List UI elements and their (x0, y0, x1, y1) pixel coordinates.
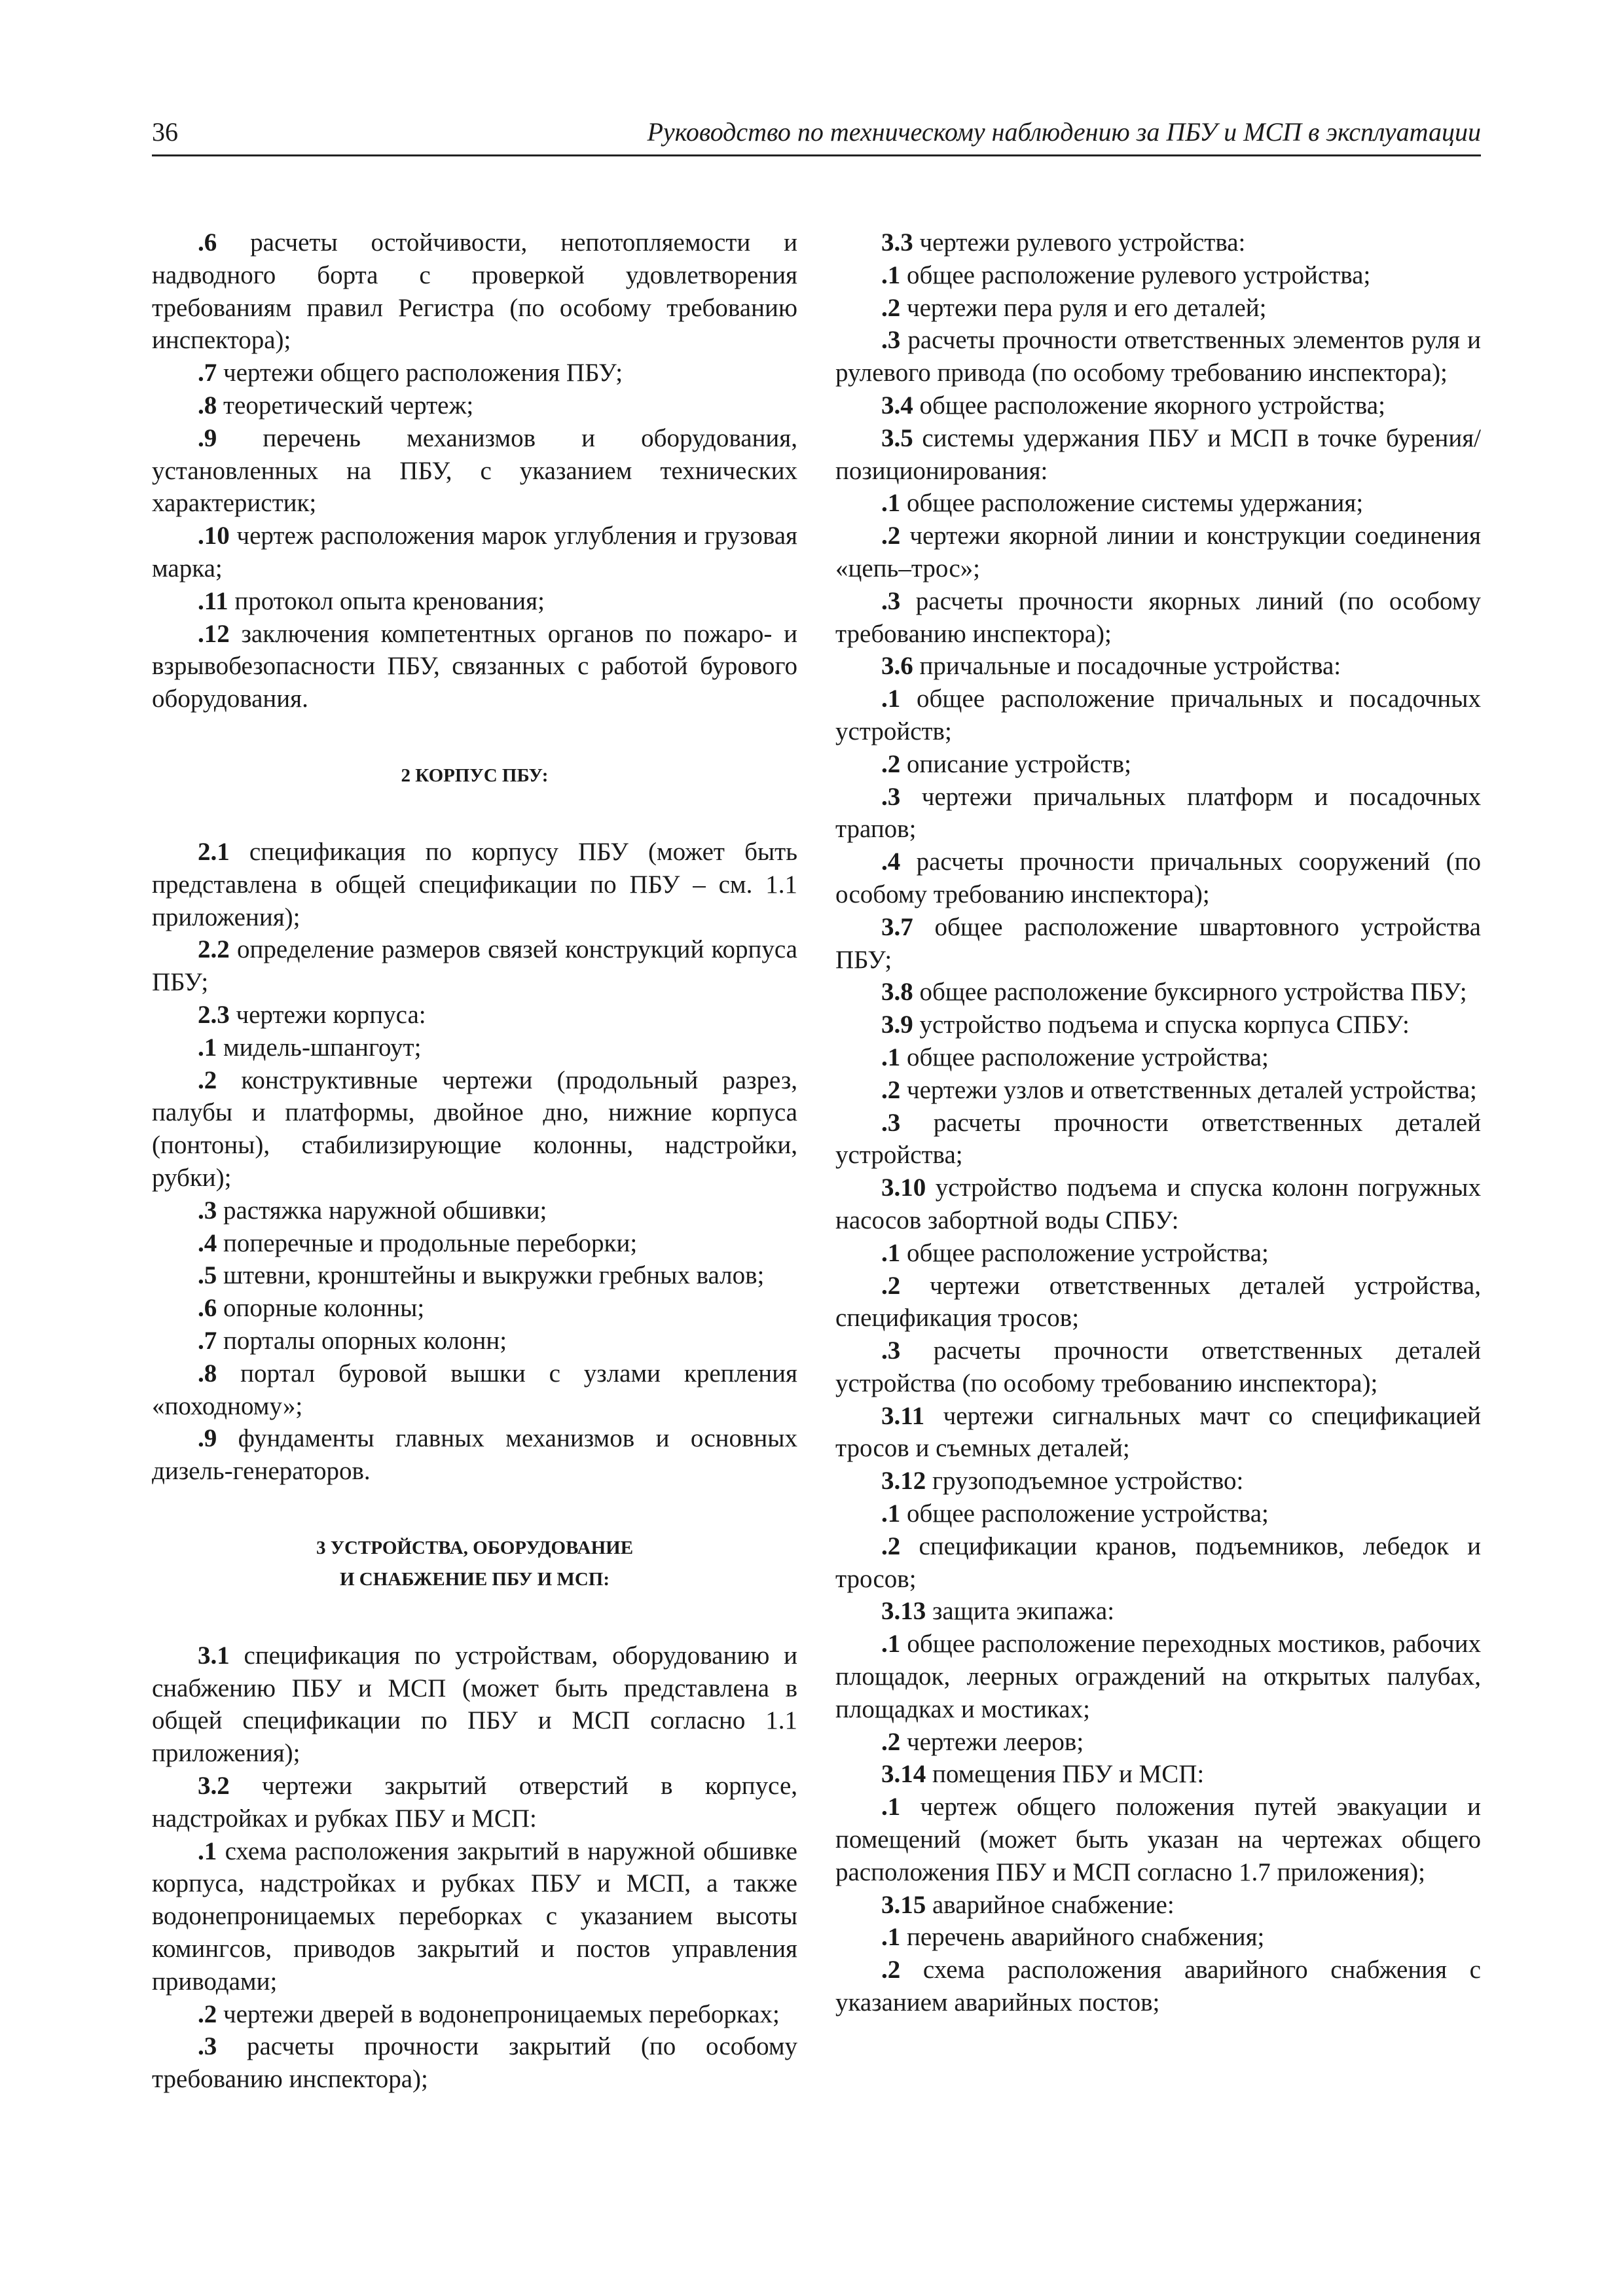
header-rule (152, 154, 1481, 156)
item-number: .1 (881, 1043, 901, 1071)
item-number: 2.1 (198, 837, 230, 866)
item-text: общее расположение причальных и посадочных устройств; (835, 685, 1481, 745)
item-text: фундаменты главных механизмов и основных дизель-генераторов. (152, 1424, 797, 1486)
item-text: аварийное снабжение: (926, 1890, 1175, 1919)
list-item (835, 748, 1481, 781)
list-item (152, 1194, 797, 1227)
item-text: расчеты прочности закрытий (по особому требованию инспектора); (152, 2032, 797, 2094)
item-number: 3.11 (881, 1401, 925, 1430)
list-item (152, 1640, 797, 1770)
item-number: .2 (881, 293, 901, 322)
list-item (835, 1270, 1481, 1335)
list-item (835, 1758, 1481, 1791)
running-title: Руководство по техническому наблюдению за ПБУ и МСП в эксплуатации (647, 117, 1481, 147)
item-text: чертеж расположения марок углубления и грузовая марка; (152, 522, 797, 583)
list-item (152, 1064, 797, 1194)
list-item (835, 1954, 1481, 2019)
item-number: .2 (881, 1956, 901, 1984)
list-item (835, 781, 1481, 846)
list-item (835, 650, 1481, 683)
item-text: защита экипажа: (926, 1597, 1115, 1626)
item-number: 3.2 (198, 1772, 230, 1801)
running-header (152, 117, 1481, 158)
item-number: .2 (881, 522, 901, 550)
item-text: поперечные и продольные переборки; (217, 1229, 638, 1257)
list-item (835, 1172, 1481, 1237)
item-text: общее расположение устройства; (900, 1238, 1269, 1267)
list-item (152, 2030, 797, 2096)
item-text: определение размеров связей конструкций корпуса ПБУ; (152, 935, 797, 997)
item-text: чертежи лееров; (900, 1727, 1084, 1756)
left-column (152, 226, 797, 2096)
heading-line: И СНАБЖЕНИЕ ПБУ И МСП: (339, 1568, 610, 1590)
item-text: помещения ПБУ и МСП: (926, 1760, 1205, 1789)
list-item (835, 846, 1481, 911)
list-item (835, 487, 1481, 520)
item-text: перечень аварийного снабжения; (900, 1923, 1265, 1952)
list-item (152, 1357, 797, 1423)
item-number: 3.6 (881, 652, 913, 681)
item-text: общее расположение устройства; (900, 1499, 1269, 1528)
item-number: .8 (198, 1359, 217, 1388)
item-text: расчеты прочности ответственных элементов руля и рулевого привода (по особому требованию инспектора); (835, 326, 1481, 387)
item-number: 3.9 (881, 1011, 913, 1039)
list-item (152, 422, 797, 520)
list-item (152, 1227, 797, 1260)
list-item (835, 389, 1481, 422)
list-item (152, 999, 797, 1031)
list-item (835, 1498, 1481, 1530)
item-number: .4 (881, 848, 901, 876)
item-text: чертежи узлов и ответственных деталей устройства; (900, 1075, 1477, 1104)
item-text: общее расположение переходных мостиков, рабочих площадок, леерных ограждений на открытых палубах, площадках и мостиках; (835, 1630, 1481, 1723)
list-item (835, 1400, 1481, 1465)
list-item (835, 520, 1481, 585)
item-number: .1 (881, 1630, 901, 1659)
item-text: чертежи дверей в водонепроницаемых переборках; (217, 2000, 780, 2028)
item-text: чертежи ответственных деталей устройства, спецификация тросов; (835, 1271, 1481, 1333)
item-number: 3.14 (881, 1760, 926, 1789)
list-item (152, 1770, 797, 1835)
list-item (835, 259, 1481, 292)
item-number: 3.3 (881, 228, 913, 257)
item-text: растяжка наружной обшивки; (217, 1196, 547, 1225)
item-number: .6 (198, 228, 217, 257)
item-text: общее расположение рулевого устройства; (900, 260, 1371, 289)
item-text: грузоподъемное устройство: (926, 1467, 1244, 1496)
list-item (835, 226, 1481, 259)
item-number: .1 (881, 260, 901, 289)
item-number: 3.4 (881, 391, 913, 420)
item-text: перечень механизмов и оборудования, установленных на ПБУ, с указанием технических характеристик; (152, 423, 797, 518)
item-text: чертежи якорной линии и конструкции соединения «цепь–трос»; (835, 522, 1481, 583)
item-text: заключения компетентных органов по пожаро- и взрывобезопасности ПБУ, связанных с работой бурового оборудования. (152, 619, 797, 713)
list-item (152, 1325, 797, 1357)
item-text: устройство подъема и спуска колонн погружных насосов забортной воды СПБУ: (835, 1174, 1481, 1234)
item-number: .3 (881, 1336, 901, 1365)
item-number: .9 (198, 423, 217, 452)
item-text: причальные и посадочные устройства: (913, 652, 1341, 681)
list-item (835, 976, 1481, 1009)
item-number: .3 (881, 1108, 901, 1137)
item-text: схема расположения закрытий в наружной обшивке корпуса, надстройках и рубках ПБУ и МСП, а также водонепроницаемых переборках с указанием высоты комингсов, приводов закрытий и постов управления приводами; (152, 1837, 797, 1996)
list-item (835, 1530, 1481, 1596)
item-number: .5 (198, 1261, 217, 1290)
item-text: общее расположение якорного устройства; (913, 391, 1385, 420)
list-item (152, 933, 797, 999)
item-text: чертежи общего расположения ПБУ; (217, 359, 623, 387)
item-number: .1 (198, 1837, 217, 1865)
item-number: .1 (881, 1793, 901, 1821)
list-item (152, 226, 797, 357)
item-number: 3.8 (881, 978, 913, 1007)
item-text: портал буровой вышки с узлами крепления «походному»; (152, 1359, 797, 1420)
item-text: расчеты остойчивости, непотопляемости и надводного борта с проверкой удовлетворения требованиям правил Регистра (по особому требованию инспектора); (152, 228, 797, 355)
list-item (835, 1726, 1481, 1759)
list-item (152, 618, 797, 715)
item-number: .2 (881, 749, 901, 778)
item-number: .2 (881, 1271, 901, 1300)
item-number: 3.15 (881, 1890, 926, 1919)
list-item (152, 520, 797, 585)
item-number: .3 (198, 1196, 217, 1225)
item-text: чертежи корпуса: (229, 1000, 426, 1029)
list-item (835, 911, 1481, 977)
item-text: чертежи рулевого устройства: (913, 228, 1246, 257)
item-number: .1 (881, 489, 901, 518)
list-item (835, 1237, 1481, 1270)
item-text: общее расположение системы удержания; (900, 489, 1364, 518)
item-number: .6 (198, 1294, 217, 1323)
item-text: общее расположение буксирного устройства ПБУ; (913, 978, 1467, 1007)
item-text: мидель-шпангоут; (217, 1033, 422, 1062)
item-number: .3 (198, 2032, 217, 2061)
page-number: 36 (152, 117, 178, 147)
list-item (835, 1889, 1481, 1922)
item-text: чертежи сигнальных мачт со спецификацией тросов и съемных деталей; (835, 1401, 1481, 1463)
list-item (152, 836, 797, 933)
item-number: .9 (198, 1424, 217, 1453)
item-number: .8 (198, 391, 217, 420)
item-text: описание устройств; (900, 749, 1131, 778)
item-text: спецификации кранов, подъемников, лебедок и тросов; (835, 1532, 1481, 1593)
item-number: .3 (881, 782, 901, 811)
item-number: 3.13 (881, 1597, 926, 1626)
item-text: чертеж общего положения путей эвакуации и помещений (может быть указан на чертежах общего расположения ПБУ и МСП согласно 1.7 приложения); (835, 1793, 1481, 1886)
list-item (152, 1998, 797, 2031)
list-item (835, 1009, 1481, 1041)
item-text: схема расположения аварийного снабжения с указанием аварийных постов; (835, 1956, 1481, 2017)
item-text: общее расположение устройства; (900, 1043, 1269, 1071)
list-item (835, 324, 1481, 389)
list-item (835, 292, 1481, 325)
list-item (835, 1074, 1481, 1107)
item-number: 3.5 (881, 423, 913, 452)
item-text: теоретический чертеж; (217, 391, 474, 420)
item-number: .4 (198, 1229, 217, 1257)
list-item (152, 585, 797, 618)
list-item (152, 1422, 797, 1488)
list-item (835, 1791, 1481, 1888)
item-text: расчеты прочности причальных сооружений (по особому требованию инспектора); (835, 848, 1481, 908)
list-item (152, 1031, 797, 1064)
item-number: 3.10 (881, 1174, 926, 1202)
list-item (835, 585, 1481, 651)
right-column (835, 226, 1481, 2019)
item-number: .7 (198, 359, 217, 387)
item-text: расчеты прочности ответственных деталей устройства (по особому требованию инспектора); (835, 1336, 1481, 1397)
item-number: 2.3 (198, 1000, 230, 1029)
item-number: .2 (198, 1066, 217, 1094)
item-number: .1 (881, 1923, 901, 1952)
item-number: .12 (198, 619, 230, 648)
item-number: .7 (198, 1326, 217, 1355)
item-number: .1 (881, 1238, 901, 1267)
item-text: системы удержания ПБУ и МСП в точке бурения/позиционирования: (835, 423, 1481, 485)
list-item (835, 1465, 1481, 1498)
item-text: спецификация по устройствам, оборудованию и снабжению ПБУ и МСП (может быть представлена в общей спецификации по ПБУ и МСП согласно 1.1 приложения); (152, 1641, 797, 1768)
item-text: порталы опорных колонн; (217, 1326, 507, 1355)
list-item (835, 422, 1481, 488)
item-text: устройство подъема и спуска корпуса СПБУ: (913, 1011, 1410, 1039)
item-text: спецификация по корпусу ПБУ (может быть представлена в общей спецификации по ПБУ – см. 1.1 приложения); (152, 837, 797, 931)
item-number: 2.2 (198, 935, 230, 964)
item-number: .10 (198, 522, 230, 550)
item-number: .1 (881, 1499, 901, 1528)
item-number: .1 (198, 1033, 217, 1062)
item-number: .3 (881, 326, 901, 355)
list-item (835, 1335, 1481, 1400)
item-text: общее расположение швартовного устройства ПБУ; (835, 912, 1481, 974)
list-item (835, 1595, 1481, 1628)
item-number: .2 (881, 1075, 901, 1104)
item-number: .2 (198, 2000, 217, 2028)
list-item (152, 1835, 797, 1998)
item-text: расчеты прочности якорных линий (по особому требованию инспектора); (835, 586, 1481, 648)
list-item (152, 1292, 797, 1325)
list-item (152, 357, 797, 389)
item-number: .3 (881, 586, 901, 615)
item-text: чертежи пера руля и его деталей; (900, 293, 1267, 322)
item-text: чертежи причальных платформ и посадочных трапов; (835, 782, 1481, 844)
section-heading-3 (152, 1532, 797, 1595)
list-item (152, 1259, 797, 1292)
item-text: штевни, кронштейны и выкружки гребных валов; (217, 1261, 765, 1290)
item-number: 3.1 (198, 1641, 230, 1670)
list-item (152, 389, 797, 422)
list-item (835, 683, 1481, 748)
item-text: расчеты прочности ответственных деталей устройства; (835, 1108, 1481, 1170)
item-text: протокол опыта кренования; (228, 586, 545, 615)
heading-line: 3 УСТРОЙСТВА, ОБОРУДОВАНИЕ (316, 1537, 634, 1558)
list-item (835, 1107, 1481, 1172)
item-number: .2 (881, 1727, 901, 1756)
item-text: конструктивные чертежи (продольный разрез, палубы и платформы, двойное дно, нижние корпуса (понтоны), стабилизирующие колонны, надстройки, рубки); (152, 1066, 797, 1192)
list-item (835, 1628, 1481, 1725)
item-number: .11 (198, 586, 228, 615)
section-heading-2: 2 КОРПУС ПБУ: (401, 764, 549, 786)
item-text: чертежи закрытий отверстий в корпусе, надстройках и рубках ПБУ и МСП: (152, 1772, 797, 1833)
list-item (835, 1041, 1481, 1074)
item-text: опорные колонны; (217, 1294, 425, 1323)
item-number: 3.12 (881, 1467, 926, 1496)
item-number: .2 (881, 1532, 901, 1560)
item-number: 3.7 (881, 912, 913, 941)
item-number: .1 (881, 685, 901, 713)
list-item (835, 1921, 1481, 1954)
